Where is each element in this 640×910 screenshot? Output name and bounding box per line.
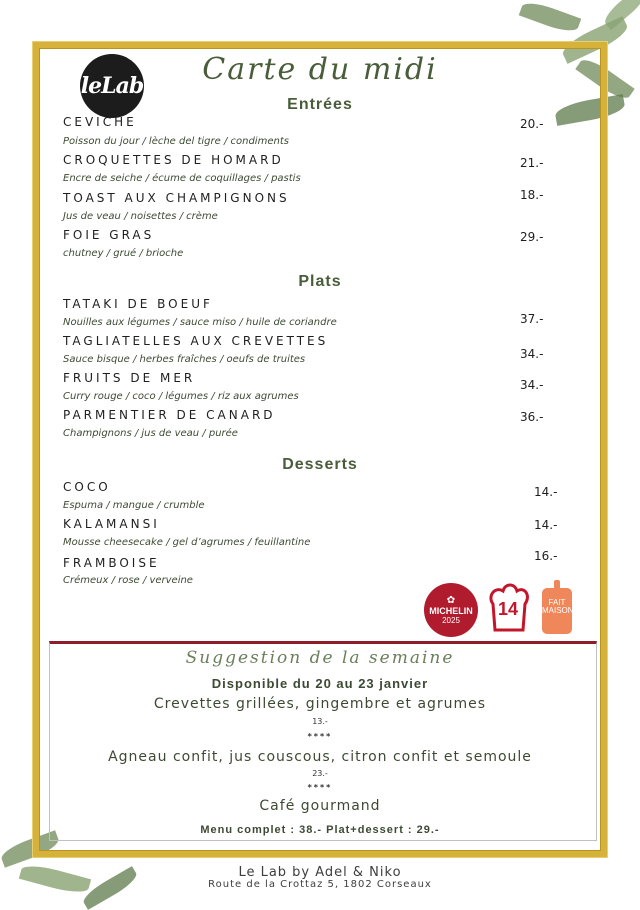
dish-name: FRUITS DE MER <box>63 371 196 385</box>
dish-name: COCO <box>63 480 111 494</box>
dish-description: Poisson du jour / lèche del tigre / condiments <box>63 136 289 147</box>
suggestion-dates: Disponible du 20 au 23 janvier <box>211 676 429 691</box>
dish-name: TOAST AUX CHAMPIGNONS <box>63 191 290 205</box>
dish-price: 14.- <box>534 518 558 532</box>
suggestion-price: 13.- <box>312 717 328 726</box>
dish-price: 20.- <box>520 117 544 131</box>
suggestion-title: Suggestion de la semaine <box>185 648 455 668</box>
dish-name: TATAKI DE BOEUF <box>63 297 213 311</box>
michelin-year: 2025 <box>442 616 460 625</box>
suggestion-dish: Crevettes grillées, gingembre et agrumes <box>153 696 487 712</box>
suggestion-price: 23.- <box>312 769 328 778</box>
suggestion-dish: Café gourmand <box>259 798 381 814</box>
dish-price: 37.- <box>520 312 544 326</box>
menu-complet-prices: Menu complet : 38.- Plat+dessert : 29.- <box>200 824 440 836</box>
gault-millau-score: 14 <box>497 598 519 619</box>
dish-description: Espuma / mangue / crumble <box>63 500 205 511</box>
restaurant-name: Le Lab by Adel & Niko <box>238 865 402 880</box>
dish-description: Mousse cheesecake / gel d’agrumes / feuillantine <box>63 537 311 548</box>
dish-price: 21.- <box>520 156 544 170</box>
dish-description: Champignons / jus de veau / purée <box>63 428 238 439</box>
separator-stars: **** <box>307 783 333 792</box>
section-heading-plats: Plats <box>298 273 342 290</box>
dish-description: Encre de seiche / écume de coquillages / pastis <box>63 173 301 184</box>
dish-description: Sauce bisque / herbes fraîches / oeufs de truites <box>63 354 306 365</box>
dish-price: 36.- <box>520 410 544 424</box>
michelin-badge <box>424 583 478 637</box>
dish-price: 29.- <box>520 230 544 244</box>
dish-name: TAGLIATELLES AUX CREVETTES <box>63 334 329 348</box>
suggestion-dish: Agneau confit, jus couscous, citron confit et semoule <box>108 749 532 765</box>
fait-maison-label: FAIT MAISON <box>542 598 574 615</box>
michelin-label: MICHELIN <box>429 606 473 616</box>
restaurant-address: Route de la Crottaz 5, 1802 Corseaux <box>208 879 432 890</box>
section-heading-desserts: Desserts <box>282 456 358 473</box>
dish-name: FOIE GRAS <box>63 228 155 242</box>
dish-price: 14.- <box>534 485 558 499</box>
dish-name: CROQUETTES DE HOMARD <box>63 153 284 167</box>
dish-name: KALAMANSI <box>63 517 160 531</box>
le-lab-logo: leLab <box>80 54 144 118</box>
dish-name: CEVICHE <box>63 115 137 129</box>
michelin-icon: ✿ <box>446 595 456 606</box>
dish-price: 18.- <box>520 188 544 202</box>
dish-description: Curry rouge / coco / légumes / riz aux agrumes <box>63 391 299 402</box>
separator-stars: **** <box>307 732 333 741</box>
dish-description: Nouilles aux légumes / sauce miso / huile de coriandre <box>63 317 337 328</box>
dish-name: PARMENTIER DE CANARD <box>63 408 276 422</box>
gault-millau-badge <box>485 582 531 636</box>
dish-price: 16.- <box>534 549 558 563</box>
dish-price: 34.- <box>520 347 544 361</box>
dish-description: Crémeux / rose / verveine <box>63 575 193 586</box>
dish-description: chutney / grué / brioche <box>63 248 184 259</box>
dish-name: FRAMBOISE <box>63 556 160 570</box>
menu-title: Carte du midi <box>202 52 438 87</box>
section-heading-entrees: Entrées <box>287 96 353 113</box>
dish-description: Jus de veau / noisettes / crème <box>63 211 218 222</box>
fait-maison-badge <box>540 580 574 634</box>
dish-price: 34.- <box>520 378 544 392</box>
